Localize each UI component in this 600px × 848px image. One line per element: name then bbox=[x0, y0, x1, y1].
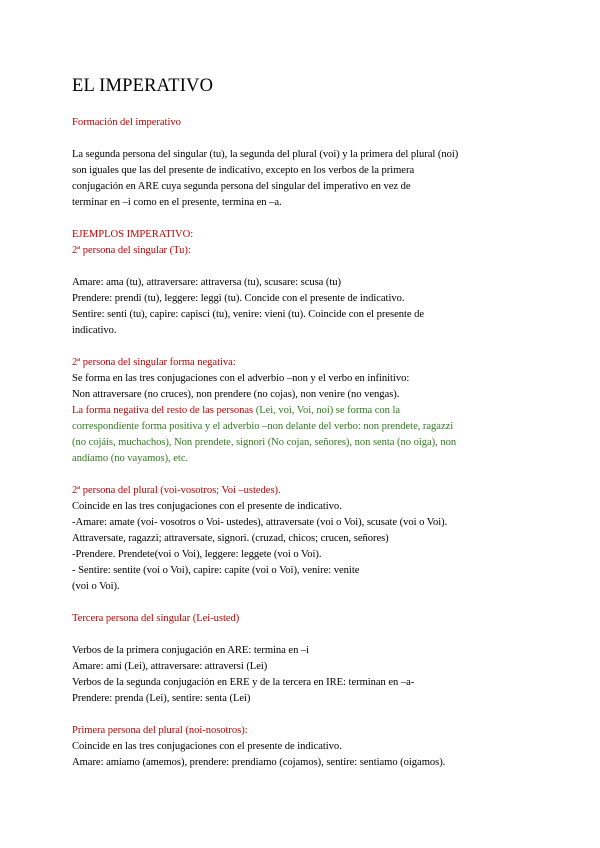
paragraph-line: Se forma en las tres conjugaciones con el adverbio –non y el verbo en infinitivo: bbox=[72, 373, 410, 384]
paragraph-line: terminar en –i como en el presente, termina en –a. bbox=[72, 197, 282, 208]
subheading-segunda-singular: 2ª persona del singular (Tu): bbox=[72, 245, 191, 256]
paragraph-line-green: (no cojáis, muchachos), Non prendete, signori (No cojan, señores), non senta (no oiga), non bbox=[72, 437, 457, 448]
paragraph-line: (voi o Voi). bbox=[72, 581, 120, 592]
paragraph-line-mixed bbox=[72, 403, 532, 419]
section-heading-tercera: Tercera persona del singular (Lei-usted) bbox=[72, 613, 240, 624]
paragraph-line: -Amare: amate (voi- vosotros o Voi- ustedes), attraversate (voi o Voi), scusate (voi o Voi). bbox=[72, 517, 448, 528]
section-heading-formacion: Formación del imperativo bbox=[72, 117, 181, 128]
negativa-red-phrase: La forma negativa del resto de las personas bbox=[72, 405, 254, 416]
paragraph-line: indicativo. bbox=[72, 325, 117, 336]
paragraph-line: son iguales que las del presente de indicativo, excepto en los verbos de la primera bbox=[72, 165, 415, 176]
paragraph-line: conjugación en ARE cuya segunda persona del singular del imperativo en vez de bbox=[72, 181, 411, 192]
paragraph-line: - Sentire: sentite (voi o Voi), capire: capite (voi o Voi), venire: venite bbox=[72, 565, 360, 576]
paragraph-line: Verbos de la segunda conjugación en ERE y de la tercera en IRE: terminan en –a- bbox=[72, 677, 415, 688]
paragraph-line: Verbos de la primera conjugación en ARE: termina en –i bbox=[72, 645, 310, 656]
paragraph-line: Amare: ami (Lei), attraversare: attraversi (Lei) bbox=[72, 661, 268, 672]
paragraph-line-green: andiamo (no vayamos), etc. bbox=[72, 453, 189, 464]
paragraph-line: Non attraversare (no cruces), non prendere (no cojas), non venire (no vengas). bbox=[72, 389, 400, 400]
paragraph-line: -Prendere. Prendete(voi o Voi), leggere: leggete (voi o Voi). bbox=[72, 549, 322, 560]
section-heading-negativa: 2ª persona del singular forma negativa: bbox=[72, 357, 236, 368]
paragraph-line: Amare: amiamo (amemos), prendere: prendiamo (cojamos), sentire: sentiamo (oigamos). bbox=[72, 757, 446, 768]
paragraph-line: Prendere: prenda (Lei), sentire: senta (Lei) bbox=[72, 693, 251, 704]
document-page bbox=[72, 74, 532, 771]
paragraph-line-green: correspondiente forma positiva y el adverbio –non delante del verbo: non prendete, ragazzi bbox=[72, 421, 454, 432]
paragraph-line: Sentire: senti (tu), capire: capisci (tu), venire: vieni (tu). Coincide con el presente de bbox=[72, 309, 425, 320]
document-title: EL IMPERATIVO bbox=[72, 76, 214, 96]
paragraph-line: Coincide en las tres conjugaciones con el presente de indicativo. bbox=[72, 501, 342, 512]
section-heading-primera-plural: Primera persona del plural (noi-nosotros): bbox=[72, 725, 248, 736]
paragraph-line: Attraversate, ragazzi; attraversate, signori. (cruzad, chicos; crucen, señores) bbox=[72, 533, 389, 544]
section-heading-ejemplos: EJEMPLOS IMPERATIVO: bbox=[72, 229, 194, 240]
paragraph-line: La segunda persona del singular (tu), la segunda del plural (voi) y la primera del plural (noi) bbox=[72, 149, 459, 160]
paragraph-line: Prendere: prendi (tu), leggere: leggi (tu). Concide con el presente de indicativo. bbox=[72, 293, 405, 304]
paragraph-line: Amare: ama (tu), attraversare: attraversa (tu), scusare: scusa (tu) bbox=[72, 277, 342, 288]
negativa-green-phrase: (Lei, voi, Voi, noi) se forma con la bbox=[253, 405, 401, 416]
section-heading-plural: 2ª persona del plural (voi-vosotros; Voi –ustedes). bbox=[72, 485, 281, 496]
paragraph-line: Coincide en las tres conjugaciones con el presente de indicativo. bbox=[72, 741, 342, 752]
